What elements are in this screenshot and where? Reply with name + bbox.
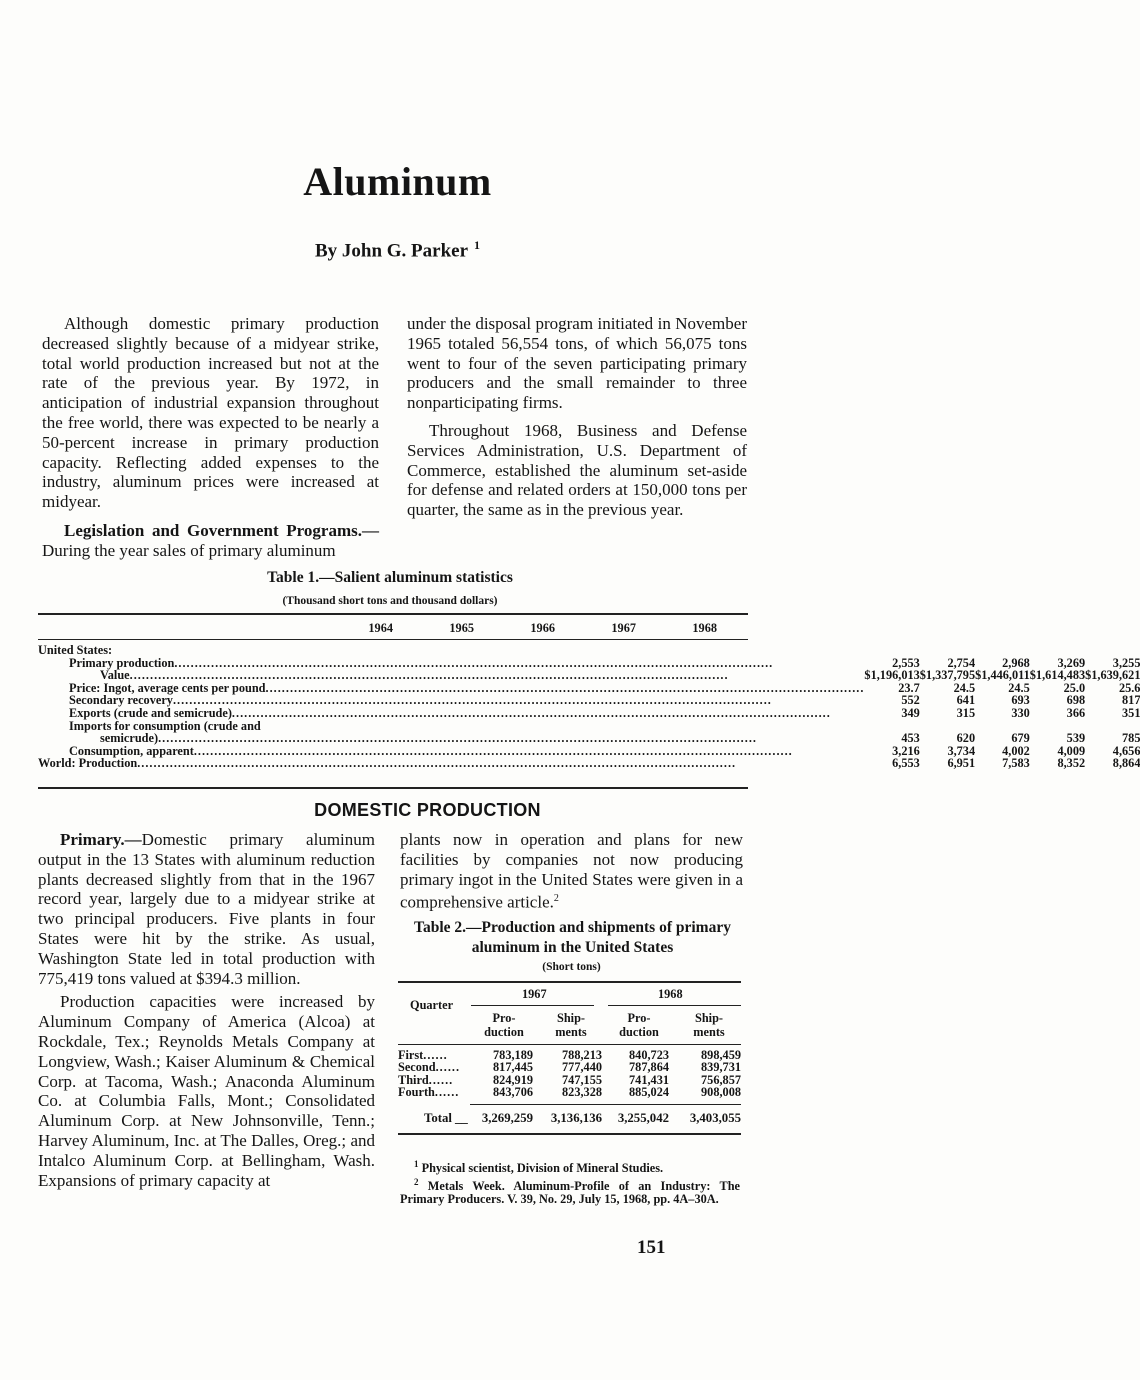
table1-cell: 2,553	[892, 655, 920, 670]
table1-row	[38, 732, 1140, 745]
table2-cell: 839,731	[701, 1060, 741, 1075]
table1-cell: 2,754	[947, 655, 976, 670]
table2-cell: 783,189	[493, 1048, 533, 1062]
table1-row	[38, 707, 1140, 720]
table2-header-rule	[398, 1044, 741, 1045]
table2-total-value: 3,255,042	[617, 1111, 669, 1125]
article-title: Aluminum	[303, 159, 492, 204]
table1-bottom-rule	[38, 787, 748, 789]
table1-cell: 366	[1066, 705, 1086, 720]
table1-cell: 8,864	[1112, 756, 1140, 771]
legislation-text: During the year sales of primary aluminum	[42, 540, 336, 560]
table2-caption: Table 2.—Production and shipments of primary aluminum in the United States	[414, 919, 731, 956]
table2-cell: 788,213	[562, 1048, 602, 1062]
table1-cell: $1,614,483	[1029, 668, 1086, 683]
author-name: By John G. Parker	[314, 240, 469, 262]
table1-header-rule	[38, 639, 748, 640]
table2-cell: 885,024	[629, 1084, 669, 1099]
primary-heading: Primary.—	[60, 830, 142, 849]
table2-bottom-rule	[398, 1133, 741, 1135]
table1-cell: $1,337,795	[919, 668, 976, 683]
facilities-paragraph	[400, 830, 743, 913]
intro-left-column	[42, 314, 379, 561]
facilities-footnote-ref: 2	[553, 893, 559, 905]
primary-text: Domestic primary aluminum output in the 13 States with aluminum reduction plants decreased slightly from that in the 1967 record year, largely due to a midyear strike at two principal producers. Five plants in four States were hit by the strike. As usual, Washington State led in total production with 775,419 tons valued at $394.3 million.	[38, 830, 375, 988]
table1-caption: Table 1.—Salient aluminum statistics	[267, 569, 513, 586]
table1-cell: 453	[901, 731, 920, 746]
table1-cell: 4,009	[1057, 743, 1086, 758]
table1-cell	[920, 644, 975, 657]
table2-col-pro-1967: Pro- duction	[484, 1011, 524, 1039]
table2-cell: 840,723	[629, 1048, 669, 1062]
table1-top-rule	[38, 613, 748, 615]
table2-col-ship-1968: Ship- ments	[693, 1011, 725, 1039]
table2-quarter: Second......	[398, 1060, 461, 1075]
table1-row-label: semicrude) .....	[38, 732, 864, 745]
lower-right-column	[400, 830, 743, 913]
primary-paragraph	[38, 830, 375, 988]
table1-cell: 785	[1122, 731, 1140, 746]
legislation-paragraph	[42, 521, 379, 561]
table2-cell: 741,431	[629, 1072, 669, 1087]
table1-body	[38, 644, 1140, 770]
table1-cell: 4,002	[1002, 743, 1030, 758]
table1-cell: 6,951	[947, 756, 976, 771]
table1-year-1966: 1966	[530, 621, 555, 635]
table1-cell: 693	[1011, 693, 1030, 708]
table1-cell: $1,639,621	[1085, 668, 1140, 683]
table2-cell: 908,008	[701, 1084, 741, 1099]
table1-cell: 539	[1066, 731, 1086, 746]
table1-cell: 25.0	[1063, 680, 1086, 695]
lower-left-column	[38, 830, 375, 1190]
table1-row-label: Consumption, apparent .....	[38, 745, 864, 758]
table1-cell: $1,446,011	[975, 668, 1030, 683]
table1-cell: 620	[956, 731, 976, 746]
table1-cell: 330	[1011, 705, 1030, 720]
table1-row	[38, 644, 1140, 657]
table1-cell: 25.6	[1118, 680, 1140, 695]
table2-total-value: 3,136,136	[550, 1111, 602, 1125]
table1-cell: 7,583	[1002, 756, 1030, 771]
table2-cell: 817,445	[493, 1060, 533, 1075]
table1-cell: 641	[956, 693, 976, 708]
table1-row-label: Primary production .....	[38, 657, 864, 670]
table2-total-row	[398, 1111, 741, 1127]
section-heading: DOMESTIC PRODUCTION	[314, 800, 541, 820]
legislation-heading: Legislation and Government Programs.—	[64, 520, 379, 540]
table1-row-label: Secondary recovery .....	[38, 694, 864, 707]
table1-cell	[1085, 644, 1140, 657]
intro-right-column	[407, 314, 747, 520]
intro-paragraph: Although domestic primary production decreased slightly because of a midyear strike, total world production increased but not at the rate of the previous year. By 1972, in anticipation of industrial expansion throughout the free world, there was expected to be nearly a 50-percent increase in primary production capacity. Reflecting added expenses to the industry, aluminum prices were increased at midyear.	[42, 314, 379, 512]
table1-row	[38, 669, 1140, 682]
table1-cell: 4,656	[1112, 743, 1140, 758]
table2-cell: 843,706	[493, 1084, 533, 1099]
table2-cell: 824,919	[493, 1072, 533, 1087]
table2-total-dots: __	[455, 1111, 468, 1125]
table1-cell: 3,216	[892, 743, 920, 758]
table1-cell: 817	[1122, 693, 1140, 708]
table1-cell: 698	[1066, 693, 1086, 708]
byline	[0, 238, 795, 262]
table1-year-header	[38, 621, 748, 637]
table1-year-1964: 1964	[368, 621, 393, 635]
disposal-paragraph: under the disposal program initiated in November 1965 totaled 56,554 tons, of which 56,075 tons went to four of the seven participating primary producers and the small remainder to three nonparticipating firms.	[407, 314, 747, 413]
table1-year-1967: 1967	[611, 621, 636, 635]
table1-cell: 2,968	[1002, 655, 1030, 670]
capacity-paragraph: Production capacities were increased by Aluminum Company of America (Alcoa) at Rockdale, Tex.; Reynolds Metals Company at Longview, Wash.; Kaiser Aluminum & Chemical Corp. at Tacoma, Wash.; Anaconda Aluminum Co. at Columbia Falls, Mont.; Consolidated Aluminum Corp. at New Johnsonville, Tenn.; Harvey Aluminum, Inc. at The Dalles, Oreg.; and Intalco Aluminum Corp. at Bellingham, Wash. Expansions of primary capacity at	[38, 992, 375, 1190]
setaside-paragraph: Throughout 1968, Business and Defense Services Administration, U.S. Department of Commerce, established the aluminum set-aside for defense and related orders at 150,000 tons per quarter, the same as in the previous year.	[407, 420, 747, 520]
table1-cell	[864, 644, 919, 657]
table1-year-1965: 1965	[449, 621, 474, 635]
table1-cell: 552	[901, 693, 920, 708]
table2-1968-rule	[608, 1005, 741, 1006]
table1-row-label: Imports for consumption (crude and	[69, 718, 261, 733]
table1-cell: 349	[901, 705, 920, 720]
table2-1967-rule	[471, 1005, 594, 1006]
table1-cell: 3,734	[947, 743, 976, 758]
table2-quarter: Fourth......	[398, 1084, 460, 1099]
table2-cell: 787,864	[629, 1060, 669, 1075]
table2-row	[398, 1086, 741, 1098]
table1-cell: 24.5	[1008, 680, 1030, 695]
table2-subcaption: (Short tons)	[542, 961, 601, 973]
table1-row	[38, 757, 1140, 770]
table2-quarter: First......	[398, 1048, 448, 1062]
table1-row-label: World: Production .....	[38, 757, 864, 770]
table1-row-label: Exports (crude and semicrude) .....	[38, 707, 864, 720]
table1-cell	[1030, 644, 1085, 657]
table1-cell	[975, 644, 1030, 657]
table2-total-rule	[470, 1104, 741, 1105]
table2-cell: 747,155	[562, 1072, 602, 1087]
table2-cell: 898,459	[701, 1048, 741, 1062]
table2-col-ship-1967: Ship- ments	[555, 1011, 587, 1039]
table2-quarter: Third......	[398, 1072, 454, 1087]
table2-col-pro-1968: Pro- duction	[619, 1011, 659, 1039]
page-number: 151	[637, 1237, 666, 1258]
table1-row-label: Value .....	[38, 669, 864, 682]
table1-cell: $1,196,013	[864, 668, 920, 683]
footnotes	[400, 1158, 740, 1206]
table1-row-label: Price: Ingot, average cents per pound .....	[38, 682, 864, 695]
table2-cell: 777,440	[562, 1060, 602, 1075]
table2-year-1968: 1968	[658, 987, 683, 1001]
table1-row-label: United States:	[38, 643, 113, 657]
table1-cell: 6,553	[892, 756, 920, 771]
footnote-1: $^1$ Physical scientist, Division of Mineral Studies.	[414, 1159, 664, 1176]
table1-year-1968: 1968	[692, 621, 717, 635]
table1-cell: 24.5	[953, 680, 976, 695]
table2-header	[398, 983, 741, 1043]
table2-year-1967: 1967	[522, 987, 547, 1001]
table1-cell: 23.7	[898, 680, 920, 695]
byline-footnote-ref: 1	[474, 238, 481, 252]
footnote-2: $^2$ Metals Week. Aluminum-Profile of an Industry: The Primary Producers. V. 39, No. 29, July 15, 1968, pp. 4A–30A.	[400, 1176, 740, 1206]
table2-quarter-header: Quarter	[410, 998, 454, 1012]
table1-cell: 3,255	[1112, 655, 1140, 670]
table1-subcaption: (Thousand short tons and thousand dollars)	[282, 595, 498, 607]
table2-total-value: 3,269,259	[481, 1111, 533, 1125]
table2-total-value: 3,403,055	[689, 1111, 741, 1125]
table2-body	[398, 1049, 741, 1098]
table2-cell: 756,857	[701, 1072, 741, 1087]
table1-cell: 8,352	[1057, 756, 1086, 771]
table1-cell: 351	[1122, 705, 1140, 720]
table1-cell: 315	[956, 705, 976, 720]
table1-cell: 3,269	[1057, 655, 1086, 670]
table2-total-label: Total	[424, 1111, 452, 1125]
table1-cell: 679	[1011, 731, 1030, 746]
facilities-text: plants now in operation and plans for new facilities by companies not now producing primary ingot in the United States were given in a comprehensive article.	[400, 830, 743, 913]
table2-cell: 823,328	[562, 1084, 602, 1099]
